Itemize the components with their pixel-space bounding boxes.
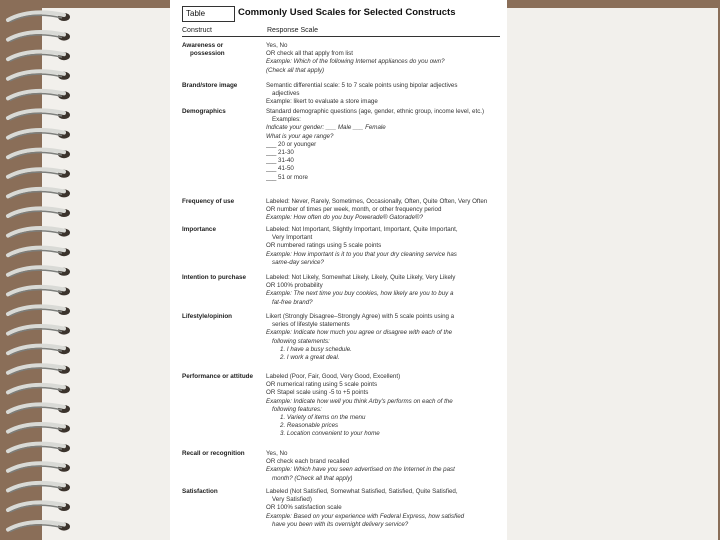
response-scale-line: ___ 41-50 [266,165,294,173]
response-scale-cell [266,108,502,182]
response-scale-cell [266,82,502,107]
spiral-ring [8,502,70,512]
construct-label-line: Frequency of use [182,198,235,205]
construct-label [182,450,262,458]
response-scale-line: Yes, No [266,42,288,49]
response-scale-line: Examples: [272,116,301,124]
spiral-binding [0,0,80,540]
spiral-ring [8,110,70,120]
spiral-ring [8,424,70,434]
spiral-ring [8,326,70,336]
response-scale-line: fat-free brand? [272,298,313,306]
response-scale-line: Example: How often do you buy Powerade® Gatorade®? [266,214,424,222]
construct-label [182,108,262,116]
construct-label-line: Intention to purchase [182,274,247,281]
response-scale-line: following features: [272,405,322,413]
response-scale-cell [266,488,502,529]
construct-label [182,82,262,90]
response-scale-line: Labeled (Poor, Fair, Good, Very Good, Excellent) [266,373,401,380]
header-response-scale: Response Scale [267,27,318,34]
construct-label [182,373,262,381]
spiral-ring [8,385,70,395]
response-scale-line: Example: Indicate how well you think Arby's performs on each of the [266,397,453,405]
spiral-ring [8,463,70,473]
construct-label-line: Lifestyle/opinion [182,313,233,320]
construct-label-line: Brand/store image [182,82,238,89]
response-scale-line: OR 100% satisfaction scale [266,504,342,512]
spiral-ring [8,267,70,277]
spiral-ring [8,365,70,375]
response-scale-line: OR number of times per week, month, or other frequency period [266,206,442,214]
construct-label-line: Demographics [182,108,226,115]
response-scale-line: ___ 31-40 [266,157,294,165]
response-scale-line: (Check all that apply) [266,66,325,74]
spiral-ring [8,208,70,218]
spiral-ring [8,71,70,81]
spiral-ring [8,150,70,160]
response-scale-line: Labeled: Not Likely, Somewhat Likely, Likely, Quite Likely, Very Likely [266,274,456,281]
response-scale-line: 1. Variety of items on the menu [280,414,366,422]
response-scale-line: following statements: [272,337,330,345]
response-scale-line: Labeled (Not Satisfied, Somewhat Satisfied, Satisfied, Quite Satisfied, [266,488,458,495]
construct-label-line: Satisfaction [182,488,218,495]
response-scale-line: Example: Based on your experience with Federal Express, how satisfied [266,512,465,520]
response-scale-line: ___ 20 or younger [266,140,317,148]
spiral-ring [8,483,70,493]
response-scale-line: OR numbered ratings using 5 scale points [266,242,382,250]
response-scale-line: same-day service? [272,258,324,266]
construct-label-line: Importance [182,226,216,233]
response-scale-line: 1. I have a busy schedule. [280,345,352,353]
response-scale-line: month? (Check all that apply) [272,474,353,482]
spiral-ring [8,522,70,532]
construct-label-line: possession [190,50,225,57]
response-scale-line: OR check all that apply from list [266,50,353,58]
response-scale-line: 2. Reasonable prices [280,422,339,430]
header-construct: Construct [182,27,212,34]
construct-label [182,198,262,206]
response-scale-cell [266,373,502,439]
table-title: Commonly Used Scales for Selected Constructs [238,7,456,18]
spiral-ring [8,287,70,297]
spiral-ring [8,52,70,62]
spiral-ring [8,228,70,238]
response-scale-line: Example: Indicate how much you agree or disagree with each of the [266,329,453,337]
response-scale-line: Labeled: Never, Rarely, Sometimes, Occasionally, Often, Quite Often, Very Often [266,198,488,205]
spiral-ring [8,346,70,356]
header-rule [182,36,500,37]
response-scale-cell [266,42,502,75]
response-scale-line: Yes, No [266,450,288,457]
response-scale-cell [266,226,502,267]
spiral-ring [8,169,70,179]
response-scale-line: OR 100% probability [266,282,323,290]
response-scale-line: series of lifestyle statements [272,321,350,329]
response-scale-cell [266,450,502,483]
construct-label [182,226,262,234]
spiral-ring [8,189,70,199]
response-scale-line: ___ 51 or more [266,173,308,181]
document-page [170,0,507,540]
response-scale-line: Example: likert to evaluate a store image [266,98,378,106]
construct-label-line: Performance or attitude [182,373,254,380]
response-scale-line: Example: How important is it to you that your dry cleaning service has [266,250,457,258]
spiral-ring [8,32,70,42]
construct-label [182,42,262,58]
spiral-ring [8,248,70,258]
response-scale-line: What is your age range? [266,132,334,140]
response-scale-line: Likert (Strongly Disagree–Strongly Agree) with 5 scale points using a [266,313,455,320]
response-scale-cell [266,198,502,223]
response-scale-cell [266,313,502,362]
response-scale-line: adjectives [272,90,300,98]
response-scale-line: Indicate your gender: ___ Male ___ Female [266,124,386,132]
response-scale-line: OR Stapel scale using -5 to +5 points [266,389,369,397]
response-scale-line: Standard demographic questions (age, gender, ethnic group, income level, etc.) [266,108,485,115]
response-scale-line: OR check each brand recalled [266,458,350,466]
spiral-rings [0,0,80,540]
response-scale-line: Labeled: Not Important, Slightly Important, Important, Quite Important, [266,226,458,233]
response-scale-line: have you been with its overnight delivery service? [272,520,409,528]
construct-label [182,313,262,321]
construct-label-line: Recall or recognition [182,450,245,457]
response-scale-line: 3. Location convenient to your home [280,430,380,438]
construct-label [182,274,262,282]
response-scale-line: Example: Which have you seen advertised on the Internet in the past [266,466,455,474]
response-scale-line: 2. I work a great deal. [280,354,340,362]
response-scale-cell [266,274,502,307]
response-scale-line: Very Important [272,234,313,242]
spiral-ring [8,130,70,140]
spiral-ring [8,91,70,101]
spiral-ring [8,444,70,454]
response-scale-line: Example: The next time you buy cookies, how likely are you to buy a [266,290,454,298]
response-scale-line: Very Satisfied) [272,496,312,504]
construct-label-line: Awareness or [182,42,224,49]
table-label: Table [182,6,235,22]
spiral-ring [8,12,70,22]
response-scale-line: OR numerical rating using 5 scale points [266,381,378,389]
construct-label [182,488,262,496]
spiral-ring [8,404,70,414]
response-scale-line: Example: Which of the following Internet appliances do you own? [266,58,445,66]
response-scale-line: ___ 21-30 [266,149,294,157]
spiral-ring [8,306,70,316]
response-scale-line: Semantic differential scale: 5 to 7 scale points using bipolar adjectives [266,82,458,89]
